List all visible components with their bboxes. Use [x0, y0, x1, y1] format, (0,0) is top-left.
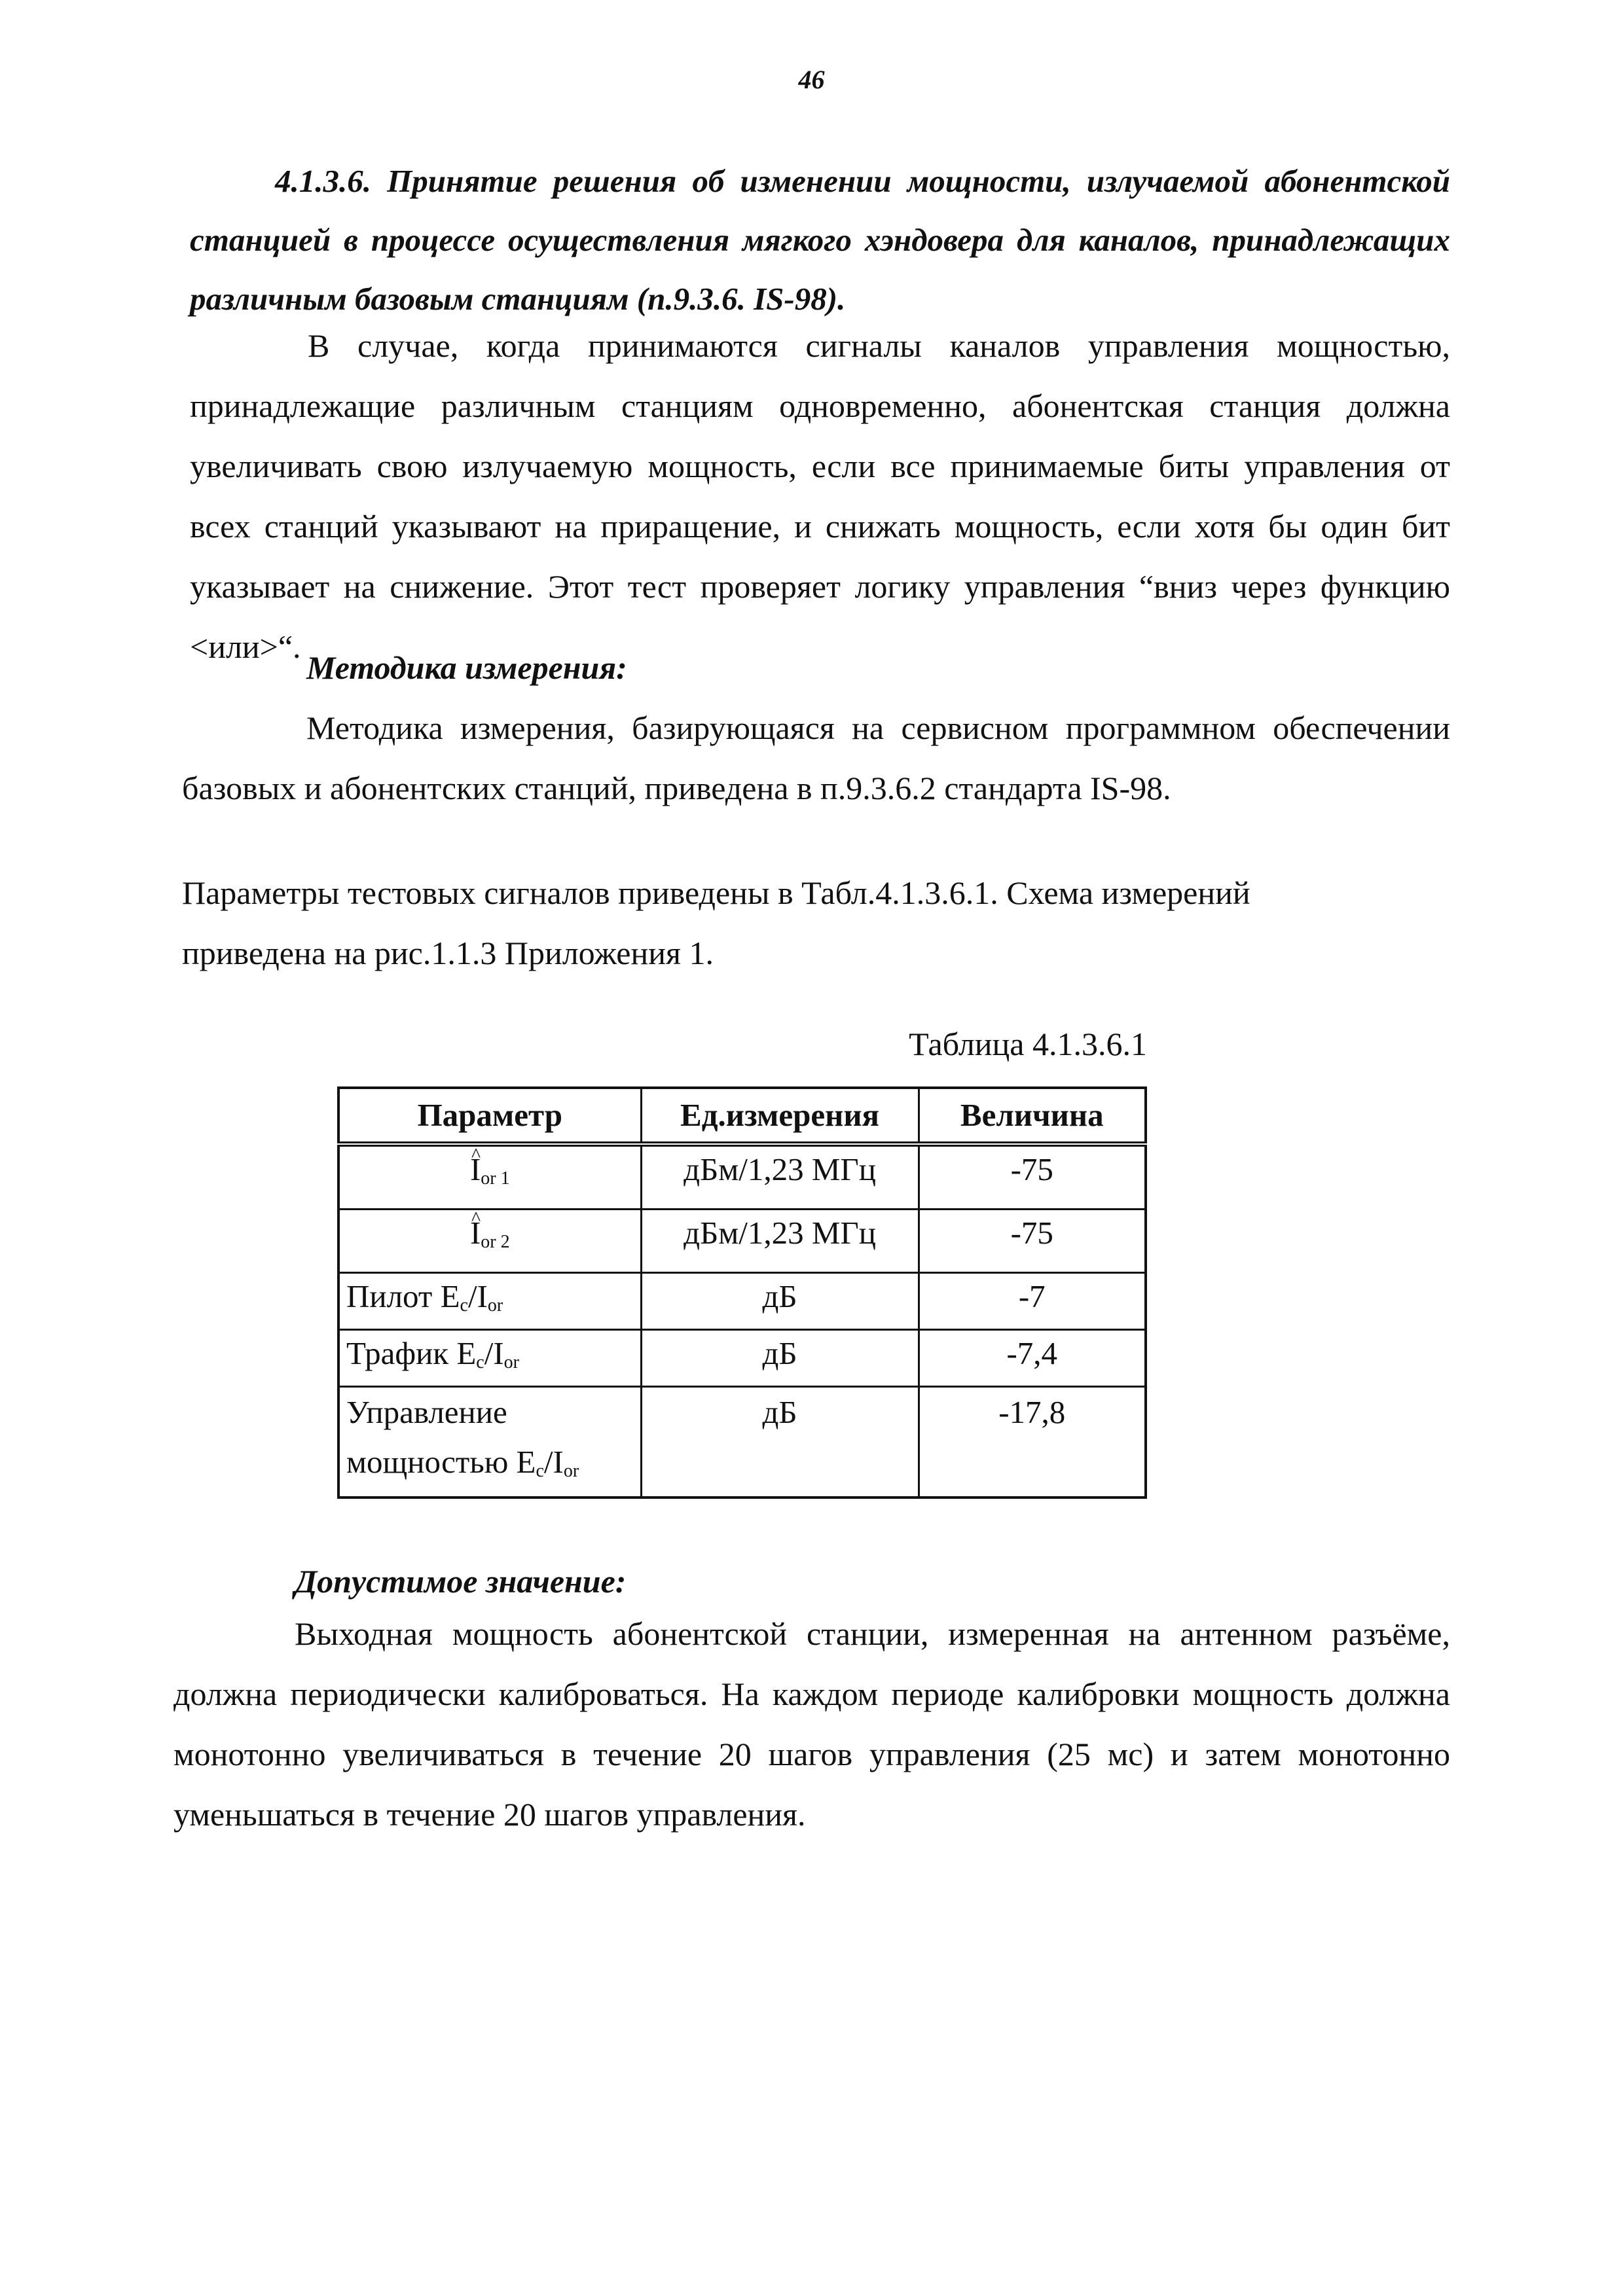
params-paragraph: Параметры тестовых сигналов приведены в Табл.4.1.3.6.1. Схема измерений приведена на рис.1.1.3 Приложения 1.	[182, 874, 1250, 971]
page-number: 46	[798, 65, 825, 94]
param-cell	[338, 1144, 641, 1210]
method-paragraph: Методика измерения, базирующаяся на сервисном программном обеспечении базовых и абонентских станций, приведена в п.9.3.6.2 стандарта IS-98.	[182, 709, 1450, 806]
table-header-row	[338, 1088, 1146, 1144]
table-row	[338, 1330, 1146, 1387]
header-unit: Ед.измерения	[641, 1088, 919, 1144]
param-subscript: or	[487, 1295, 503, 1316]
param-prefix: Трафик E	[346, 1335, 477, 1371]
unit-cell: дБм/1,23 МГц	[641, 1210, 919, 1273]
param-prefix: Пилот E	[346, 1278, 460, 1314]
value-cell: -75	[919, 1144, 1146, 1210]
param-symbol: ^ I	[470, 1147, 481, 1193]
param-mid: /I	[467, 1278, 488, 1314]
param-mid: /I	[484, 1335, 504, 1371]
param-mid: /I	[543, 1444, 564, 1480]
allowed-value-paragraph: Выходная мощность абонентской станции, измеренная на антенном разъёме, должна периодически калиброваться. На каждом периоде калибровки мощность должна монотонно увеличиваться в течение 20 шагов управления (25 мс) и затем монотонно уменьшаться в течение 20 шагов управления.	[173, 1615, 1450, 1833]
header-parameter: Параметр	[338, 1088, 641, 1144]
table-row	[338, 1387, 1146, 1498]
unit-cell: дБ	[641, 1330, 919, 1387]
table-row	[338, 1273, 1146, 1330]
param-cell	[338, 1387, 641, 1498]
param-subscript: or 2	[481, 1232, 510, 1252]
header-value: Величина	[919, 1088, 1146, 1144]
table-row	[338, 1210, 1146, 1273]
param-line1: Управление	[346, 1394, 507, 1430]
value-cell: -7,4	[919, 1330, 1146, 1387]
unit-cell: дБ	[641, 1273, 919, 1330]
param-cell	[338, 1273, 641, 1330]
param-subscript: or 1	[481, 1168, 510, 1189]
param-subscript: c	[460, 1295, 468, 1316]
param-subscript: c	[476, 1352, 484, 1372]
intro-paragraph: В случае, когда принимаются сигналы каналов управления мощностью, принадлежащие различным станциям одновременно, абонентская станция должна увеличивать свою излучаемую мощность, если все принимаемые биты управления от всех станций указывают на приращение, и снижать мощность, если хотя бы один бит указывает на снижение. Этот тест проверяет логику управления “вниз через функцию <или>“.	[190, 327, 1450, 665]
param-cell	[338, 1330, 641, 1387]
section-heading: 4.1.3.6. Принятие решения об изменении мощности, излучаемой абонентской станцией в процессе осуществления мягкого хэндовера для каналов, принадлежащих различным базовым станциям (п.9.3.6. IS-98).	[190, 163, 1450, 317]
value-cell: -75	[919, 1210, 1146, 1273]
value-cell: -17,8	[919, 1387, 1146, 1498]
allowed-value-heading: Допустимое значение:	[295, 1563, 627, 1600]
table-row	[338, 1144, 1146, 1210]
table-caption: Таблица 4.1.3.6.1	[909, 1026, 1147, 1062]
unit-cell: дБ	[641, 1387, 919, 1498]
param-symbol: ^ I	[470, 1210, 481, 1256]
param-cell	[338, 1210, 641, 1273]
param-subscript: or	[503, 1352, 519, 1372]
param-prefix: мощностью E	[346, 1444, 536, 1480]
unit-cell: дБм/1,23 МГц	[641, 1144, 919, 1210]
param-subscript: c	[536, 1461, 544, 1481]
method-heading: Методика измерения:	[306, 649, 627, 686]
value-cell: -7	[919, 1273, 1146, 1330]
parameters-table	[337, 1086, 1147, 1499]
param-subscript: or	[563, 1461, 579, 1481]
